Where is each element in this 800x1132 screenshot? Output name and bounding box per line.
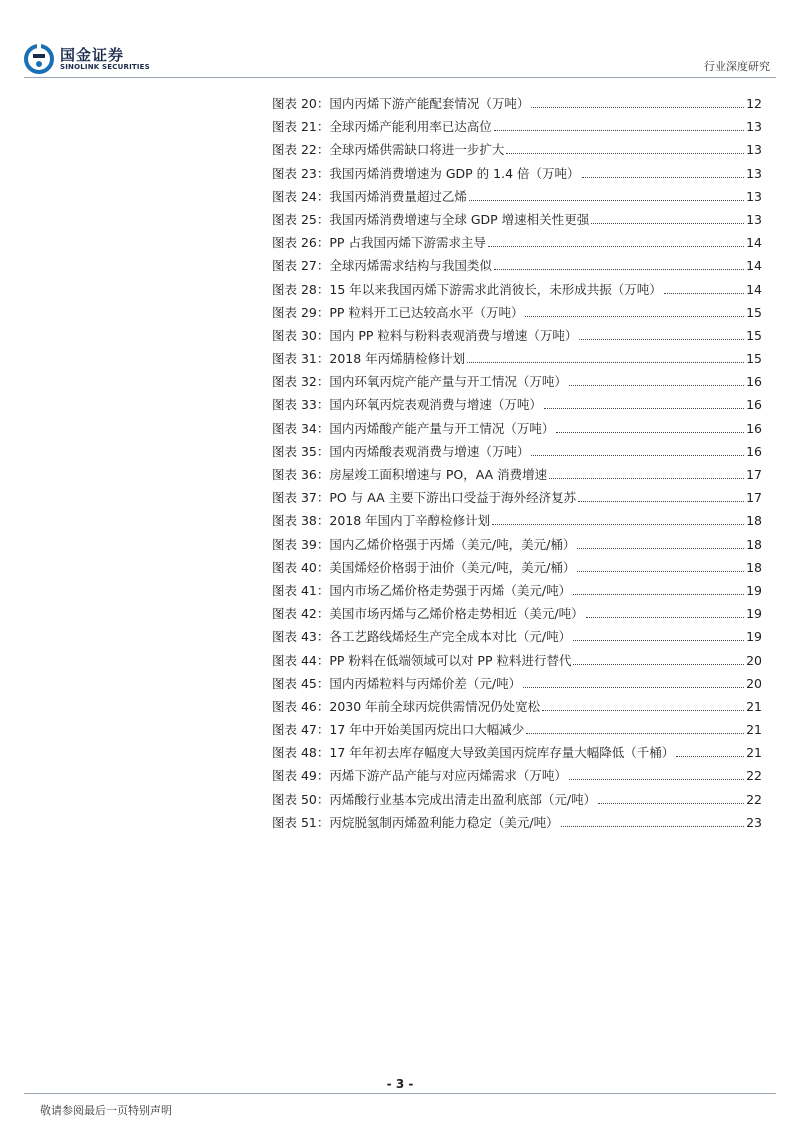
toc-entry[interactable] bbox=[272, 372, 762, 395]
toc-entry-page: 15 bbox=[746, 351, 762, 367]
toc-entry[interactable] bbox=[272, 395, 762, 418]
toc-entry-title: 各工艺路线烯烃生产完全成本对比（元/吨） bbox=[329, 629, 572, 645]
toc-entry-title: PP 粉料在低端领域可以对 PP 粒料进行替代 bbox=[329, 652, 572, 668]
toc-leader-dots bbox=[544, 408, 744, 409]
toc-entry-label: 图表 46： bbox=[272, 698, 330, 714]
toc-entry-page: 13 bbox=[746, 211, 762, 227]
toc-entry-page: 18 bbox=[746, 513, 762, 529]
toc-leader-dots bbox=[492, 524, 744, 525]
toc-entry-label: 图表 49： bbox=[272, 768, 330, 784]
toc-entry-page: 13 bbox=[746, 165, 762, 181]
toc-leader-dots bbox=[488, 246, 744, 247]
toc-entry-label: 图表 33： bbox=[272, 397, 330, 413]
toc-entry-page: 19 bbox=[746, 582, 762, 598]
toc-entry-title: 丙烯酸行业基本完成出清走出盈利底部（元/吨） bbox=[329, 791, 597, 807]
toc-entry-page: 16 bbox=[746, 374, 762, 390]
toc-leader-dots bbox=[577, 571, 744, 572]
toc-leader-dots bbox=[556, 432, 744, 433]
toc-entry-label: 图表 37： bbox=[272, 490, 330, 506]
toc-entry-title: 国内丙烯酸产能产量与开工情况（万吨） bbox=[329, 420, 555, 436]
toc-leader-dots bbox=[676, 756, 744, 757]
toc-entry[interactable] bbox=[272, 465, 762, 488]
toc-entry-title: 国内乙烯价格强于丙烯（美元/吨，美元/桶） bbox=[329, 536, 576, 552]
toc-entry-page: 21 bbox=[746, 698, 762, 714]
toc-entry-page: 23 bbox=[746, 814, 762, 830]
toc-entry[interactable] bbox=[272, 743, 762, 766]
toc-entry-label: 图表 39： bbox=[272, 536, 330, 552]
toc-leader-dots bbox=[523, 687, 744, 688]
toc-entry-label: 图表 42： bbox=[272, 606, 330, 622]
toc-entry[interactable] bbox=[272, 674, 762, 697]
logo-english-name: SINOLINK SECURITIES bbox=[60, 62, 150, 71]
toc-entry-page: 14 bbox=[746, 258, 762, 274]
toc-entry-title: 国内环氧丙烷产能产量与开工情况（万吨） bbox=[329, 374, 567, 390]
toc-entry-label: 图表 28： bbox=[272, 281, 330, 297]
toc-leader-dots bbox=[586, 617, 744, 618]
toc-entry-title: 2030 年前全球丙烷供需情况仍处宽松 bbox=[329, 698, 541, 714]
toc-entry[interactable] bbox=[272, 488, 762, 511]
toc-entry-page: 13 bbox=[746, 188, 762, 204]
toc-entry-page: 20 bbox=[746, 675, 762, 691]
sinolink-logo-icon bbox=[24, 44, 54, 74]
toc-leader-dots bbox=[531, 107, 744, 108]
toc-entry[interactable] bbox=[272, 766, 762, 789]
toc-entry[interactable] bbox=[272, 117, 762, 140]
header-divider bbox=[24, 77, 776, 78]
toc-entry[interactable] bbox=[272, 326, 762, 349]
toc-entry[interactable] bbox=[272, 164, 762, 187]
toc-leader-dots bbox=[577, 548, 744, 549]
toc-leader-dots bbox=[561, 826, 744, 827]
toc-entry-label: 图表 38： bbox=[272, 513, 330, 529]
toc-entry[interactable] bbox=[272, 720, 762, 743]
toc-entry[interactable] bbox=[272, 419, 762, 442]
toc-entry-label: 图表 44： bbox=[272, 652, 330, 668]
toc-entry[interactable] bbox=[272, 349, 762, 372]
toc-leader-dots bbox=[506, 153, 744, 154]
toc-entry-label: 图表 40： bbox=[272, 559, 330, 575]
toc-leader-dots bbox=[549, 478, 744, 479]
toc-entry[interactable] bbox=[272, 233, 762, 256]
toc-leader-dots bbox=[573, 640, 744, 641]
toc-entry-title: 美国市场丙烯与乙烯价格走势相近（美元/吨） bbox=[329, 606, 584, 622]
toc-entry-page: 14 bbox=[746, 281, 762, 297]
toc-leader-dots bbox=[494, 130, 744, 131]
toc-entry-label: 图表 25： bbox=[272, 211, 330, 227]
toc-entry-label: 图表 48： bbox=[272, 745, 330, 761]
toc-entry-page: 16 bbox=[746, 443, 762, 459]
toc-leader-dots bbox=[569, 779, 744, 780]
toc-entry-title: 我国丙烯消费量超过乙烯 bbox=[329, 188, 467, 204]
toc-entry-title: 国内丙烯粒料与丙烯价差（元/吨） bbox=[329, 675, 522, 691]
toc-entry-label: 图表 21： bbox=[272, 119, 330, 135]
toc-entry[interactable] bbox=[272, 627, 762, 650]
toc-leader-dots bbox=[573, 594, 744, 595]
toc-entry-title: PP 占我国丙烯下游需求主导 bbox=[329, 235, 486, 251]
toc-entry-label: 图表 27： bbox=[272, 258, 330, 274]
toc-entry-label: 图表 31： bbox=[272, 351, 330, 367]
toc-entry-title: 丙烯下游产品产能与对应丙烯需求（万吨） bbox=[329, 768, 567, 784]
toc-leader-dots bbox=[494, 269, 744, 270]
logo-chinese-name: 国金证券 bbox=[60, 45, 125, 64]
toc-entry-page: 18 bbox=[746, 536, 762, 552]
toc-leader-dots bbox=[526, 733, 744, 734]
toc-entry-page: 13 bbox=[746, 142, 762, 158]
toc-entry-label: 图表 50： bbox=[272, 791, 330, 807]
toc-entry-label: 图表 36： bbox=[272, 467, 330, 482]
toc-leader-dots bbox=[582, 177, 745, 178]
toc-leader-dots bbox=[573, 664, 744, 665]
toc-entry-page: 16 bbox=[746, 420, 762, 436]
toc-entry[interactable] bbox=[272, 813, 762, 836]
toc-entry-label: 图表 29： bbox=[272, 304, 330, 320]
toc-entry-title: 17 年年初去库存幅度大导致美国丙烷库存量大幅降低（千桶） bbox=[329, 745, 675, 761]
toc-entry[interactable] bbox=[272, 697, 762, 720]
toc-entry-label: 图表 35： bbox=[272, 443, 330, 459]
toc-entry-title: 2018 年丙烯腈检修计划 bbox=[329, 351, 466, 367]
toc-leader-dots bbox=[542, 710, 744, 711]
toc-entry-label: 图表 43： bbox=[272, 629, 330, 645]
toc-entry-title: 国内环氧丙烷表观消费与增速（万吨） bbox=[329, 397, 542, 413]
toc-leader-dots bbox=[569, 385, 744, 386]
toc-entry-label: 图表 51： bbox=[272, 814, 330, 830]
toc-entry-title: 全球丙烯供需缺口将进一步扩大 bbox=[329, 142, 505, 158]
disclaimer-note: 敬请参阅最后一页特别声明 bbox=[40, 1104, 172, 1117]
toc-entry-label: 图表 24： bbox=[272, 188, 330, 204]
toc-entry-label: 图表 45： bbox=[272, 675, 330, 691]
toc-entry-title: 丙烷脱氢制丙烯盈利能力稳定（美元/吨） bbox=[329, 814, 559, 830]
toc-entry-label: 图表 22： bbox=[272, 142, 330, 158]
toc-entry-page: 21 bbox=[746, 722, 762, 738]
toc-entry-title: 我国丙烯消费增速与全球 GDP 增速相关性更强 bbox=[329, 211, 590, 227]
toc-entry-label: 图表 30： bbox=[272, 327, 330, 343]
toc-leader-dots bbox=[531, 455, 744, 456]
toc-entry-title: 17 年中开始美国丙烷出口大幅减少 bbox=[329, 722, 525, 738]
company-logo bbox=[24, 44, 150, 74]
toc-entry[interactable] bbox=[272, 511, 762, 534]
toc-entry[interactable] bbox=[272, 280, 762, 303]
toc-entry[interactable] bbox=[272, 140, 762, 163]
report-type-label: 行业深度研究 bbox=[704, 60, 770, 73]
toc-entry-page: 18 bbox=[746, 559, 762, 575]
toc-entry[interactable] bbox=[272, 558, 762, 581]
toc-entry-title: 美国烯烃价格弱于油价（美元/吨，美元/桶） bbox=[329, 559, 576, 575]
toc-entry[interactable] bbox=[272, 651, 762, 674]
toc-entry-page: 15 bbox=[746, 327, 762, 343]
toc-leader-dots bbox=[578, 501, 744, 502]
toc-entry[interactable] bbox=[272, 210, 762, 233]
toc-entry-title: 房屋竣工面积增速与 PO，AA 消费增速 bbox=[329, 467, 548, 482]
page-number: - 3 - bbox=[386, 1077, 414, 1091]
toc-entry-page: 19 bbox=[746, 629, 762, 645]
toc-entry-page: 22 bbox=[746, 791, 762, 807]
toc-entry-title: PO 与 AA 主要下游出口受益于海外经济复苏 bbox=[329, 490, 577, 506]
toc-leader-dots bbox=[525, 316, 744, 317]
toc-entry[interactable] bbox=[272, 256, 762, 279]
toc-entry-page: 17 bbox=[746, 490, 762, 506]
toc-entry-label: 图表 47： bbox=[272, 722, 330, 738]
toc-entry[interactable] bbox=[272, 581, 762, 604]
page-header bbox=[0, 0, 800, 80]
toc-leader-dots bbox=[664, 293, 744, 294]
toc-entry-title: 2018 年国内丁辛醇检修计划 bbox=[329, 513, 491, 529]
toc-entry-title: 全球丙烯需求结构与我国类似 bbox=[329, 258, 492, 274]
toc-entry-label: 图表 32： bbox=[272, 374, 330, 390]
toc-entry[interactable] bbox=[272, 94, 762, 117]
toc-entry-label: 图表 20： bbox=[272, 96, 330, 111]
toc-leader-dots bbox=[469, 200, 744, 201]
toc-entry-page: 17 bbox=[746, 467, 762, 482]
toc-leader-dots bbox=[467, 362, 744, 363]
toc-entry-title: 15 年以来我国丙烯下游需求此消彼长，未形成共振（万吨） bbox=[329, 281, 662, 297]
toc-entry-page: 14 bbox=[746, 235, 762, 251]
toc-entry[interactable] bbox=[272, 442, 762, 465]
footer-divider bbox=[24, 1093, 776, 1094]
toc-entry-title: 国内丙烯酸表观消费与增速（万吨） bbox=[329, 443, 530, 459]
toc-entry-label: 图表 26： bbox=[272, 235, 330, 251]
toc-entry-label: 图表 34： bbox=[272, 420, 330, 436]
toc-entry-label: 图表 41： bbox=[272, 582, 330, 598]
toc-entry[interactable] bbox=[272, 790, 762, 813]
toc-entry-page: 20 bbox=[746, 652, 762, 668]
toc-entry-label: 图表 23： bbox=[272, 165, 330, 181]
toc-entry[interactable] bbox=[272, 187, 762, 210]
toc-entry-page: 21 bbox=[746, 745, 762, 761]
toc-entry-page: 12 bbox=[746, 96, 762, 111]
toc-entry-title: 国内市场乙烯价格走势强于丙烯（美元/吨） bbox=[329, 582, 572, 598]
toc-entry[interactable] bbox=[272, 303, 762, 326]
chart-index-list bbox=[272, 94, 762, 836]
toc-entry-title: 国内 PP 粒料与粉料表观消费与增速（万吨） bbox=[329, 327, 578, 343]
toc-entry-page: 15 bbox=[746, 304, 762, 320]
toc-entry-title: 我国丙烯消费增速为 GDP 的 1.4 倍（万吨） bbox=[329, 165, 580, 181]
toc-entry-title: PP 粒料开工已达较高水平（万吨） bbox=[329, 304, 524, 320]
toc-leader-dots bbox=[598, 803, 744, 804]
toc-entry-page: 19 bbox=[746, 606, 762, 622]
toc-entry-page: 22 bbox=[746, 768, 762, 784]
toc-entry-title: 国内丙烯下游产能配套情况（万吨） bbox=[329, 96, 530, 111]
toc-entry-page: 16 bbox=[746, 397, 762, 413]
toc-entry[interactable] bbox=[272, 535, 762, 558]
toc-entry-page: 13 bbox=[746, 119, 762, 135]
toc-leader-dots bbox=[579, 339, 744, 340]
toc-entry-title: 全球丙烯产能利用率已达高位 bbox=[329, 119, 492, 135]
toc-entry[interactable] bbox=[272, 604, 762, 627]
toc-leader-dots bbox=[591, 223, 744, 224]
